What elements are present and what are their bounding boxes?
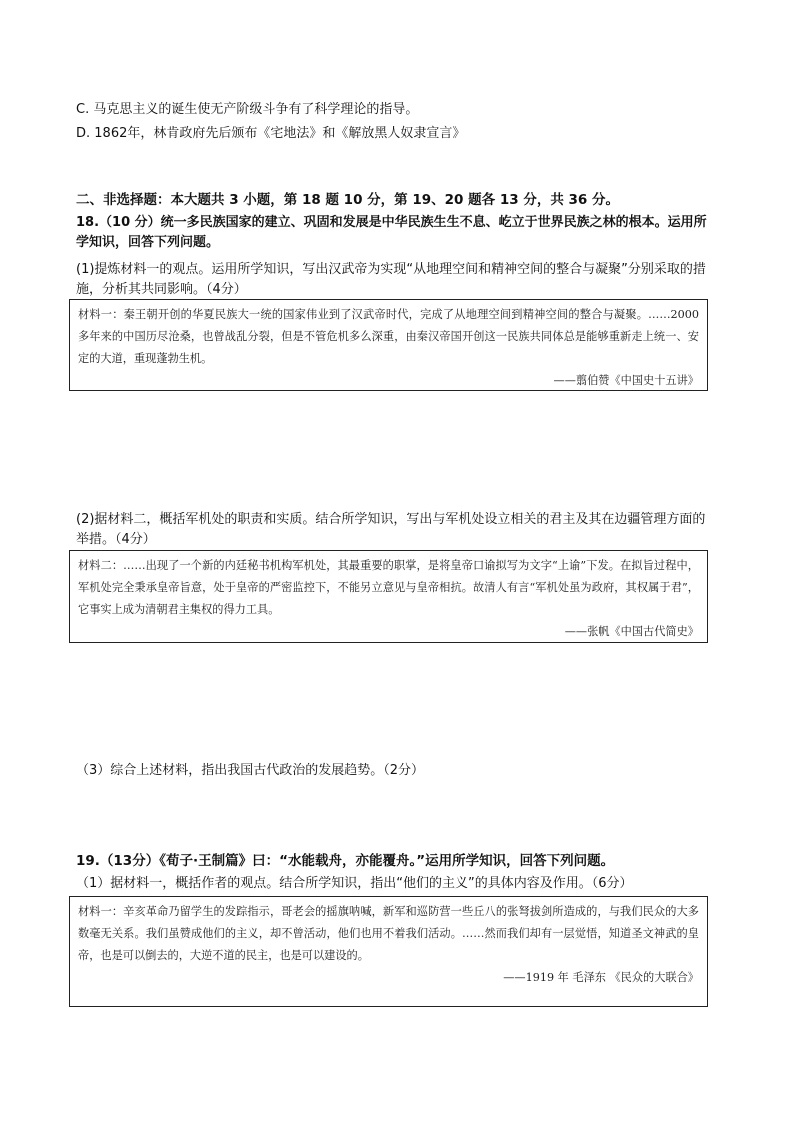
q19-stem: 19.（13分）《荀子·王制篇》曰：“水能载舟，亦能覆舟。”运用所学知识，回答下列问题。 xyxy=(76,853,615,869)
q19-sub1: （1）据材料一，概括作者的观点。结合所学知识，指出“他们的主义”的具体内容及作用。（6分） xyxy=(76,876,633,891)
q18-sub3: （3）综合上述材料，指出我国古代政治的发展趋势。（2分） xyxy=(76,763,425,778)
q18-material2-text: 材料二：……出现了一个新的内廷秘书机构军机处，其最重要的职掌，是将皇帝口谕拟写为文字“上谕”下发。在拟旨过程中，军机处完全秉承皇帝旨意，处于皇帝的严密监控下，不能另立意见与皇帝相抗。故清人有言“军机处虽为政府，其权属于君”，它事实上成为清朝君主集权的得力工具。 xyxy=(78,559,699,616)
q19-material1-source: ——1919 年 毛泽东 《民众的大联合》 xyxy=(503,971,699,984)
q18-material1-text: 材料一：秦王朝开创的华夏民族大一统的国家伟业到了汉武帝时代，完成了从地理空间到精神空间的整合与凝聚。……2000 多年来的中国历尽沧桑，也曾战乱分裂，但是不管危机多么深重，由秦汉帝国开创这一民族共同体总是能够重新走上统一、安定的大道，重现蓬勃生机。 xyxy=(78,308,699,365)
q19-material1-text: 材料一：辛亥革命乃留学生的发踪指示，哥老会的摇旗呐喊，新军和巡防营一些丘八的张弩拔剑所造成的，与我们民众的大多数毫无关系。我们虽赞成他们的主义，却不曾活动，他们也用不着我们活动。……然而我们却有一层觉悟，知道圣文神武的皇帝，也是可以倒去的，大逆不道的民主，也是可以建设的。 xyxy=(78,905,699,962)
q18-material2-box xyxy=(69,550,708,643)
q18-material1-source: ——翦伯赞《中国史十五讲》 xyxy=(553,374,699,387)
q18-material1-box xyxy=(69,299,708,391)
option-d: D. 1862年，林肯政府先后颁布《宅地法》和《解放黑人奴隶宣言》 xyxy=(76,126,466,141)
option-c: C. 马克思主义的诞生使无产阶级斗争有了科学理论的指导。 xyxy=(76,102,419,117)
section-heading: 二、非选择题：本大题共 3 小题，第 18 题 10 分，第 19、20 题各 13 分，共 36 分。 xyxy=(76,192,620,208)
q18-sub1: (1)提炼材料一的观点。运用所学知识，写出汉武帝为实现“从地理空间和精神空间的整合与凝聚”分别采取的措施，分析其共同影响。（4分） xyxy=(76,262,706,297)
q18-material2-source: ——张帆《中国古代简史》 xyxy=(564,625,699,638)
q18-sub2: (2)据材料二，概括军机处的职责和实质。结合所学知识，写出与军机处设立相关的君主及其在边疆管理方面的举措。（4分） xyxy=(76,512,706,547)
q19-material1-box xyxy=(69,896,708,1007)
q18-stem: 18.（10 分）统一多民族国家的建立、巩固和发展是中华民族生生不息、屹立于世界民族之林的根本。运用所学知识，回答下列问题。 xyxy=(76,215,707,250)
